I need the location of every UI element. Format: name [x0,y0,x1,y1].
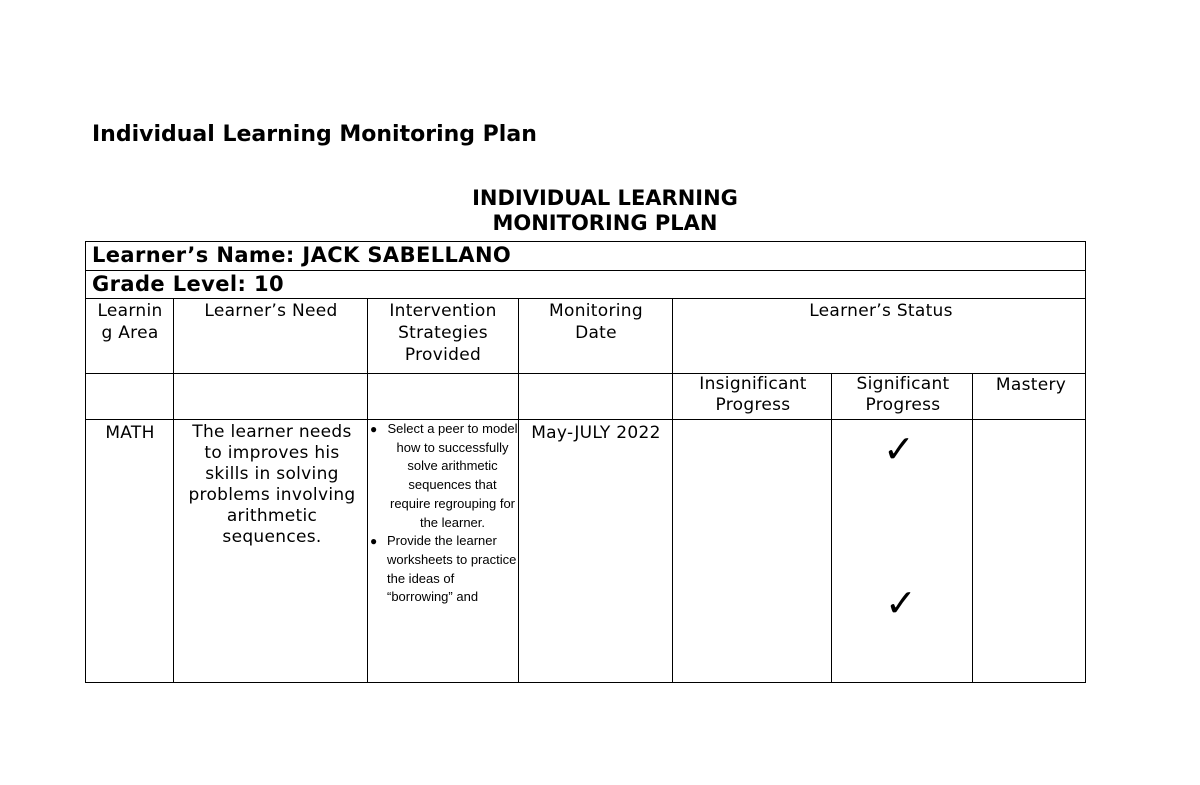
header-insignificant-progress: Insignificant Progress [699,374,807,415]
center-title-line2: MONITORING PLAN [492,211,718,232]
header-mastery: Mastery [995,375,1067,395]
center-title [405,186,805,232]
row-divider [86,270,1085,271]
grade-level: Grade Level: 10 [92,272,285,296]
header-learners-status: Learner’s Status [809,301,953,321]
header-significant-progress: Significant Progress [856,374,950,415]
row-divider [86,298,1085,299]
cell-intervention-strategies [370,420,518,682]
header-monitoring-date: Monitoring Date [549,301,643,343]
strategy-item [370,532,518,607]
cell-learning-area: MATH [105,423,155,443]
column-divider [831,373,832,683]
row-divider [86,419,1085,420]
check-icon: ✓ [883,427,915,471]
cell-monitoring-date: May-JULY 2022 [531,423,661,443]
cell-learners-need: The learner needs to improves his skills in solving problems involving arithmetic sequences. [188,422,356,547]
bullet-icon: ● [370,534,378,549]
column-divider [518,298,519,683]
column-divider [173,298,174,683]
strategy-text: Select a peer to model how to successfully solve arithmetic sequences that require regrouping for the learner. [387,421,518,530]
column-divider [672,298,673,683]
learner-name: Learner’s Name: JACK SABELLANO [92,243,512,267]
header-learning-area: Learnin g Area [97,301,163,343]
header-learners-need: Learner’s Need [204,301,338,321]
monitoring-table [85,241,1086,683]
column-divider [972,373,973,683]
strategy-item [370,420,518,532]
check-icon: ✓ [885,581,917,625]
strategy-text: Provide the learner worksheets to practice the ideas of “borrowing” and [387,533,517,605]
center-title-line1: INDIVIDUAL LEARNING [472,186,738,210]
column-divider [367,298,368,683]
bullet-icon: ● [370,422,378,436]
document-heading: Individual Learning Monitoring Plan [92,122,537,147]
header-intervention: Intervention Strategies Provided [389,301,497,365]
